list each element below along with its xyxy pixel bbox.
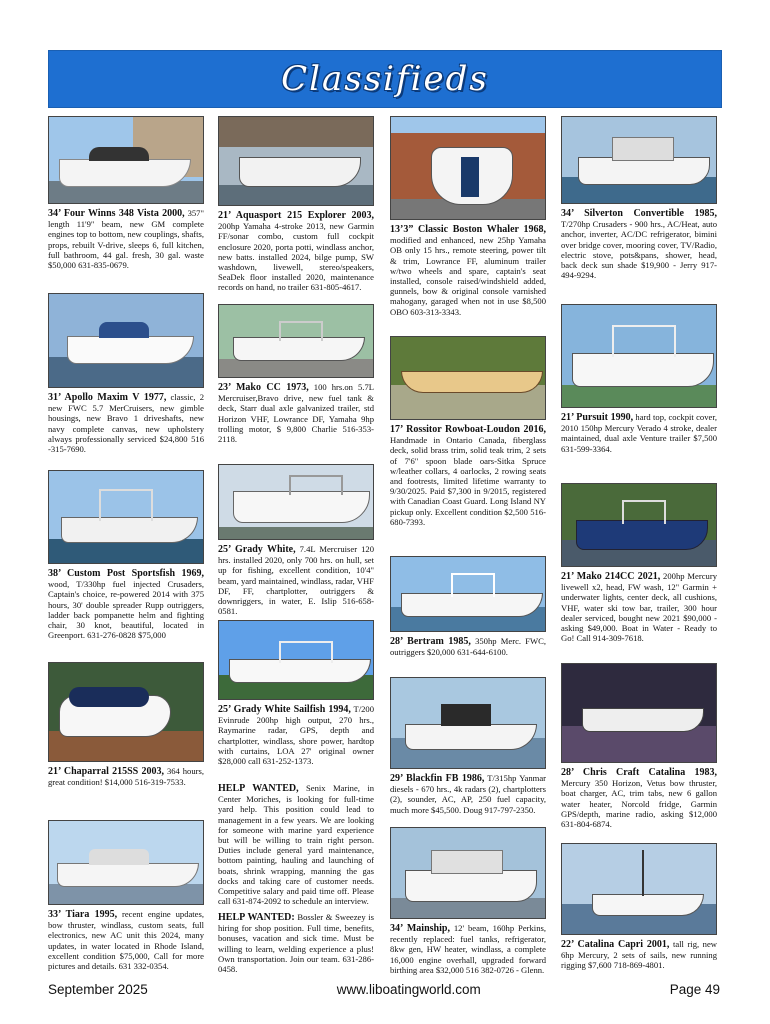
- boat-photo: [218, 620, 374, 700]
- ad-four-winns: [48, 116, 204, 270]
- boat-photo: [48, 293, 204, 388]
- ad-bertram: [390, 556, 546, 657]
- boat-photo: [218, 304, 374, 378]
- ad-blackfin: [390, 677, 546, 815]
- ad-text: 21’ Chaparral 215SS 2003, 364 hours, great condition! $14,000 516-319-7533.: [48, 766, 205, 788]
- ad-text: 28’ Bertram 1985, 350hp Merc. FWC, outriggers $20,000 631-644-6100.: [390, 636, 547, 658]
- ad-text: 17’ Rossitor Rowboat-Loudon 2016, Handmade in Ontario Canada, fiberglass deck, solid brass trim, solid teak trim, 2 sets of 7'6" spoon blade oars-Sitka Spruce w/leather collars, 4 oarlocks, 2 rowing seats and footrests, limited lifetime warranty to 9/30/2025. Paid $7,300 in 9/2015, registered with Canadian Coast Guard. Long Island NY pickup only. Excellent condition $2,500 516-680-7393.: [390, 424, 546, 527]
- boat-photo: [48, 116, 204, 204]
- boat-photo: [561, 663, 717, 763]
- ad-text: 25’ Grady White, 7.4L Mercruiser 120 hrs. installed 2020, only 700 hrs. on hull, set up for fishing, excellent condition, 10'4" beam, yard maintained, windlass, radar, VHF DF, FF, chartplotter, outriggers & downriggers, in water, E. Islip 516-658-0581.: [218, 544, 374, 617]
- ad-mako-cc: [218, 304, 374, 444]
- boat-photo: [390, 677, 546, 769]
- footer-date: September 2025: [48, 982, 148, 997]
- ad-silverton: [561, 116, 717, 280]
- page-title: Classifieds: [281, 59, 489, 99]
- boat-photo: [218, 464, 374, 540]
- page-footer: [48, 982, 720, 997]
- ad-text: 25’ Grady White Sailfish 1994, T/200 Evinrude 200hp high output, 270 hrs., Raymarine radar, GPS, depth and chartplotter, windlass, shore power, hardtop with curtains, LOA 27' original owner $28,000 call 631-252-1373.: [218, 704, 374, 767]
- ad-text: 13’3” Classic Boston Whaler 1968, modified and enhanced, new 25hp Yamaha OB only 15 hrs., remote steering, power tilt & trim, Lowrance FF, aluminum trailer w/two wheels and spare, captain's seat installed, console raised/windshield added, gunnels, bow & original console varnished mahogany, garaged when not in use $8,500 OBO 603-313-3343.: [390, 224, 546, 317]
- ad-text: 21’ Mako 214CC 2021, 200hp Mercury livewell x2, head, FW wash, 12" Garmin + underwater lights, center deck, all cushions, VHF, water ski tow bar, trailer, 300 hour dealer serviced, bought new 2021 $90,000 - asking $49,000. Boat in Water - Ready to Go! Call 914-309-7618.: [561, 571, 717, 644]
- ad-text: 34’ Silverton Convertible 1985, T/270hp Crusaders - 900 hrs., AC/Heat, auto anchor, inverter, AC/DC refrigerator, bimini over bridge cover, mooring cover, TV/Radio, electric stove, pots&pans, shower, head, back deck sun shade $19,900 - Jerry 917-494-9294.: [561, 208, 717, 281]
- ad-text: 22’ Catalina Capri 2001, tall rig, new 6hp Mercury, 2 sets of sails, new running rigging $7,600 718-869-4801.: [561, 939, 717, 971]
- ad-help-wanted-bossler: [218, 912, 374, 974]
- footer-page-number: Page 49: [669, 982, 720, 997]
- footer-url[interactable]: www.liboatingworld.com: [336, 982, 481, 997]
- boat-photo: [48, 662, 204, 762]
- boat-photo: [390, 556, 546, 632]
- ad-text: 34’ Mainship, 12' beam, 160hp Perkins, recently replaced: fuel tanks, refrigerator, 8kw gen, HW heater, windlass, a complete 16,000 engine overhall, upgraded forward birthing area $32,000 516 382-0726 - Glenn.: [390, 923, 546, 975]
- ad-chaparral: [48, 662, 204, 787]
- ad-boston-whaler: [390, 116, 546, 317]
- ad-aquasport: [218, 116, 374, 293]
- ad-text: 31’ Apollo Maxim V 1977, classic, 2 new FWC 5.7 MerCruisers, new gimble housings, new Bravo 1 driveshafts, new navy complete canvas, new upholstery always professionally serviced $24,800 516 -315-7690.: [48, 392, 204, 455]
- ad-grady-white: [218, 464, 374, 616]
- ad-apollo-maxim: [48, 293, 204, 454]
- ad-catalina-capri: [561, 843, 717, 971]
- ad-text: 29’ Blackfin FB 1986, T/315hp Yanmar diesels - 670 hrs., 4k radars (2), chartplotters (2), sounder, AC, AP, 250 fuel capacity, much more $45,500. Doug 917-797-2350.: [390, 773, 547, 815]
- ad-text: 34’ Four Winns 348 Vista 2000, 357" length 11'9" beam, new GM complete engines top to bottom, new couplings, shafts, props, rebuilt V-drive, sleeps 6, full kitchen, full bathroom, 44 gal. fresh, 30 gal. waste $50,000 631-835-0679.: [48, 208, 204, 271]
- ad-text: HELP WANTED, Senix Marine, in Center Moriches, is looking for full-time yard help. This position could lead to management in a few years. We are looking for someone with marine yard experience but will be willing to train right person. Duties include general yard maintenance, bottom painting, hauling and launching of boats, shrink wrapping, manning the gas docks and taking care of customer needs. Competitive salary and paid time off. Please call 631-874-2092 to schedule an interview.: [218, 783, 374, 907]
- ad-grady-sailfish: [218, 620, 374, 766]
- ad-mainship: [390, 827, 546, 975]
- boat-photo: [561, 843, 717, 935]
- ad-help-wanted-senix: [218, 783, 374, 906]
- ad-text: 23’ Mako CC 1973, 100 hrs.on 5.7L Mercruiser,Bravo drive, new fuel tank & deck, Starr dual axle galvanized trailer, std Horizon VHF, Lowrance DF, Yamaha 9hp trolling motor, $ 9,800 Charlie 516-353-2118.: [218, 382, 375, 445]
- ad-text: 28’ Chris Craft Catalina 1983, Mercury 350 Horizon, Vetus bow thruster, boat charger, AC, trim tabs, new 6 gallon water heater, Norcold fridge, Garmin GPS/depth, marine radio, asking $12,000 631-804-6874.: [561, 767, 717, 830]
- ad-text: 38’ Custom Post Sportsfish 1969, wood, T/330hp fuel injected Crusaders, Captain's choice, re-powered 2014 with 375 hours, 30' double spreader Rupp outriggers, ladder back pompanette helm and fighting chair, 30 knot, beautiful, located in Greenport. 631-276-0828 $75,000: [48, 568, 204, 641]
- boat-photo: [390, 116, 546, 220]
- ad-rossitor-rowboat: [390, 336, 546, 527]
- classifieds-banner: [48, 50, 722, 108]
- ad-text: 21’ Aquasport 215 Explorer 2003, 200hp Yamaha 4-stroke 2013, new Garmin FF/sonar combo, custom full cockpit enclosure 2020, porta potti, windlass anchor, new batts. installed 2024, bilge pump, SW washdown, livewell, stereo/speakers, SeaDek floor installed 2020, maintenance records on hand, no trailer 631-805-4617.: [218, 210, 374, 293]
- ad-text: 21’ Pursuit 1990, hard top, cockpit cover, 2010 150hp Mercury Verado 4 stroke, dealer maintained, dual axle Venture trailer $7,500 631-599-3364.: [561, 412, 717, 454]
- boat-photo: [48, 820, 204, 905]
- boat-photo: [218, 116, 374, 206]
- ad-text: HELP WANTED: Bossler & Sweezey is hiring for shop position. Full time, benefits, bonuses, vacation and sick time. Must be willing to learn, welding experience a plus! Own transportation. Join our team. 631-286-0458.: [218, 912, 374, 975]
- boat-photo: [390, 827, 546, 919]
- ad-text: 33’ Tiara 1995, recent engine updates, bow thruster, windlass, custom seats, full electronics, new AC unit this 2024, many updates, in water located in Rhode Island, excellent condition $75,000, Call for more pictures and details. 631 332-0354.: [48, 909, 204, 972]
- boat-photo: [561, 304, 717, 408]
- ad-tiara: [48, 820, 204, 971]
- ad-custom-post: [48, 470, 204, 640]
- boat-photo: [390, 336, 546, 420]
- ad-pursuit: [561, 304, 717, 454]
- boat-photo: [561, 483, 717, 567]
- ad-chris-craft: [561, 663, 717, 829]
- boat-photo: [48, 470, 204, 564]
- boat-photo: [561, 116, 717, 204]
- ad-mako-214cc: [561, 483, 717, 643]
